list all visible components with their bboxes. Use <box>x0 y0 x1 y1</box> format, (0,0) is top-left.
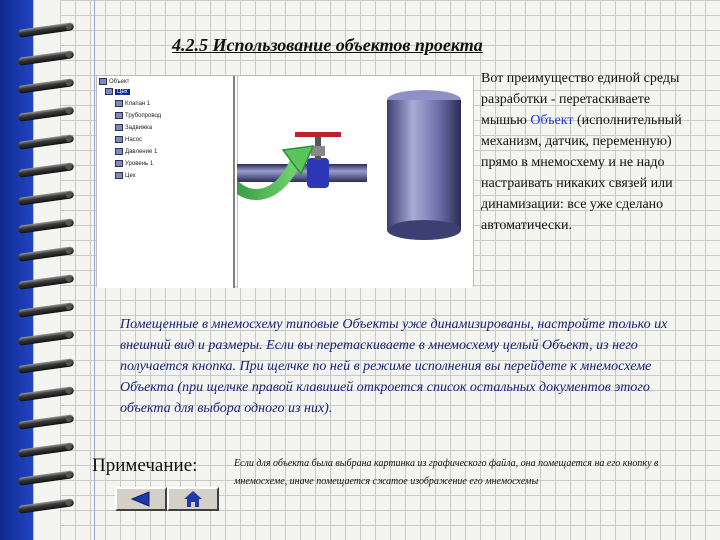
tree-item-label: Уровень 1 <box>125 161 154 168</box>
tree-item[interactable] <box>115 160 153 170</box>
back-button[interactable] <box>115 487 167 511</box>
gate-valve-icon <box>115 124 123 131</box>
pipe-icon <box>115 112 123 119</box>
tree-item[interactable] <box>115 148 157 158</box>
right-paragraph <box>481 68 691 236</box>
note-label: Примечание: <box>92 455 198 476</box>
valve-icon <box>115 100 123 107</box>
tank-body <box>387 100 461 230</box>
middle-paragraph: Помещенные в мнемосхему типовые Объекты уже динамизированы, настройте только их внешний вид и размеры. Если вы перетаскиваете в мнемосхему целый Объект, из него получается кнопка. При щелчке по ней в режиме исполнения вы перейдете к мнемосхеме Объекта (при щелчке правой клавишей откроется список остальных документов этого объекта для выбора одного из них). <box>120 317 668 416</box>
tree-item-label: Объект <box>109 79 130 86</box>
folder-icon <box>115 172 123 179</box>
tree-item-selected[interactable] <box>105 88 130 98</box>
tree-item-label: Цех <box>117 89 128 96</box>
tree-item[interactable] <box>115 100 150 110</box>
slide-title: 4.2.5 Использование объектов проекта <box>172 35 483 55</box>
tree-item-label: Давление 1 <box>125 149 158 156</box>
home-icon <box>182 490 204 508</box>
object-term: Объект <box>530 113 574 128</box>
tree-item[interactable] <box>115 124 152 134</box>
home-button[interactable] <box>167 487 219 511</box>
note-text: Если для объекта была выбрана картинка из графического файла, она помещается на его кнопку в мнемосхеме, иначе помещается сжатое изображение его мнемосхемы <box>234 458 659 487</box>
tree-item-root[interactable] <box>99 78 129 88</box>
right-text-start: Вот преимущество единой среды разработки - перетаскиваете мышью <box>481 71 680 128</box>
tree-item[interactable] <box>115 136 142 146</box>
tree-item[interactable] <box>115 112 161 122</box>
mnemonic-scene <box>237 76 473 288</box>
sensor-icon <box>115 148 123 155</box>
sensor-icon <box>115 160 123 167</box>
tank-bottom <box>387 220 461 240</box>
valve-body <box>307 158 329 188</box>
illustration <box>96 75 474 287</box>
tree-item-label: Насос <box>125 137 143 144</box>
tree-item-label: Задвижка <box>125 125 153 132</box>
project-tree[interactable] <box>97 76 235 288</box>
pipe-tank-drawing <box>237 76 473 288</box>
triangle-left-icon <box>129 491 153 507</box>
tree-item-label: Цех <box>125 173 136 180</box>
right-text-end: (исполнительный механизм, датчик, переменную) прямо в мнемосхему и не надо настраивать никаких связей или динамизации: все уже сделано автоматически. <box>481 113 682 233</box>
valve-handle <box>295 132 341 137</box>
tree-item-label: Трубопровод <box>125 113 162 120</box>
tree-item[interactable] <box>115 172 136 182</box>
folder-icon <box>105 88 113 95</box>
folder-icon <box>99 78 107 85</box>
pump-icon <box>115 136 123 143</box>
tree-item-label: Клапан 1 <box>125 101 151 108</box>
